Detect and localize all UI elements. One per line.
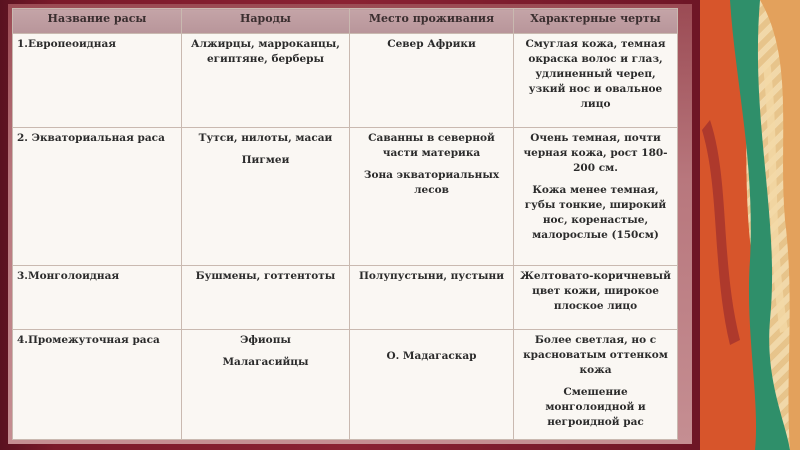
cell-place — [350, 128, 514, 266]
decorative-panel — [700, 0, 800, 450]
cell-traits-line1: Очень темная, почти черная кожа, рост 180-200 см. — [523, 132, 668, 174]
cell-place — [350, 330, 514, 440]
decorative-drape-graphic — [700, 0, 800, 450]
cell-peoples-line2: Малагасийцы — [222, 356, 309, 368]
cell-peoples-line1: Эфиопы — [240, 334, 291, 346]
cell-traits-line2: Кожа менее темная, губы тонкие, широкий нос, коренастые, малорослые (150см) — [524, 184, 667, 241]
cell-place-line1: О. Мадагаскар — [386, 350, 477, 362]
header-traits: Характерные черты — [514, 9, 678, 34]
races-table — [12, 8, 678, 440]
cell-traits — [514, 330, 678, 440]
cell-traits-line2: Смешение монголоидной и негроидной рас — [545, 386, 646, 428]
cell-peoples — [182, 330, 350, 440]
cell-traits: Смуглая кожа, темная окраска волос и глаз, удлиненный череп, узкий нос и овальное лицо — [514, 34, 678, 128]
cell-traits: Желтовато-коричневый цвет кожи, широкое плоское лицо — [514, 266, 678, 330]
header-place: Место проживания — [350, 9, 514, 34]
table-row — [13, 266, 678, 330]
cell-place: Полупустыни, пустыни — [350, 266, 514, 330]
cell-peoples: Алжирцы, марроканцы, египтяне, берберы — [182, 34, 350, 128]
cell-race: 2. Экваториальная раса — [13, 128, 182, 266]
cell-race: 1.Европеоидная — [13, 34, 182, 128]
cell-traits — [514, 128, 678, 266]
table-row — [13, 34, 678, 128]
table-header-row — [13, 9, 678, 34]
header-race: Название расы — [13, 9, 182, 34]
cell-place-line1: Саванны в северной части материка — [368, 132, 495, 159]
cell-place-line2: Зона экваториальных лесов — [363, 169, 500, 196]
cell-peoples-line1: Тутси, нилоты, масаи — [198, 132, 333, 144]
cell-traits-line1: Более светлая, но с красноватым оттенком кожа — [523, 334, 668, 376]
cell-peoples — [182, 128, 350, 266]
table-row — [13, 128, 678, 266]
cell-race: 3.Монголоидная — [13, 266, 182, 330]
races-table-container — [12, 8, 677, 440]
cell-peoples: Бушмены, готтентоты — [182, 266, 350, 330]
cell-peoples-line2: Пигмеи — [241, 154, 290, 166]
table-row — [13, 330, 678, 440]
cell-place: Север Африки — [350, 34, 514, 128]
header-peoples: Народы — [182, 9, 350, 34]
cell-race: 4.Промежуточная раса — [13, 330, 182, 440]
